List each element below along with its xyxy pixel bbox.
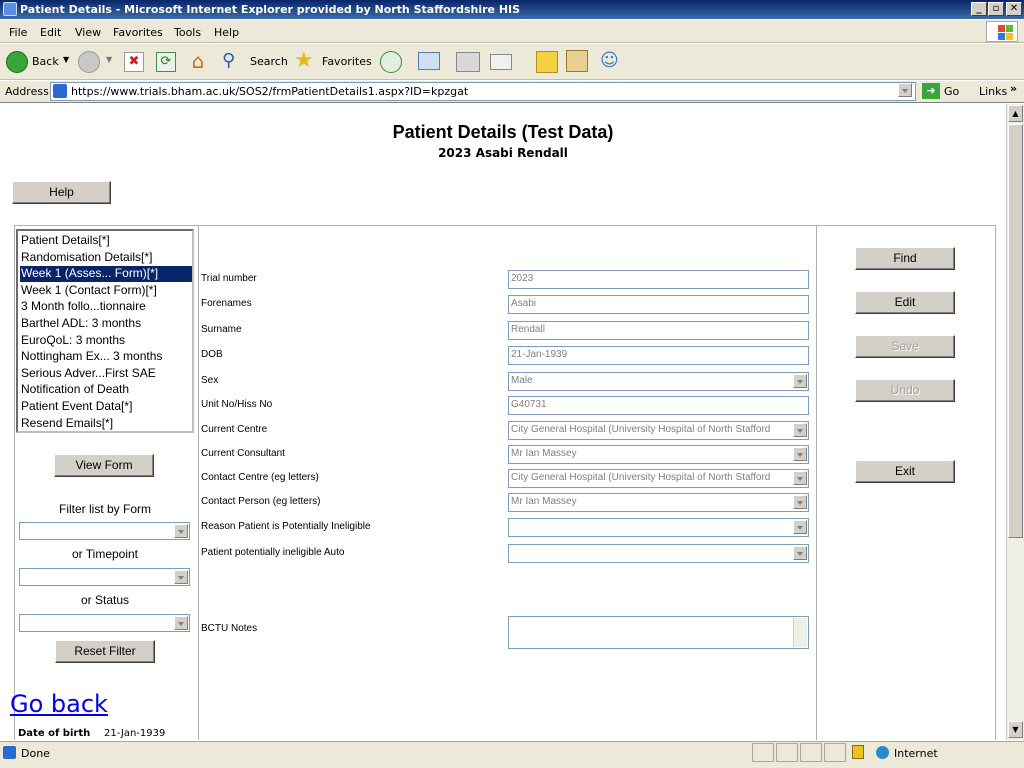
maximize-icon[interactable]: ▫ (988, 2, 1004, 16)
field-select[interactable] (508, 421, 809, 440)
form-list-item[interactable]: EuroQoL: 3 months (21, 332, 126, 347)
minimize-icon[interactable]: _ (971, 2, 987, 16)
undo-button[interactable]: Undo (855, 379, 955, 402)
filter-status-label: or Status (80, 593, 130, 607)
status-panel (752, 743, 774, 762)
field-label: BCTU Notes (201, 623, 258, 634)
form-list-item[interactable]: 3 Month follo...tionnaire (21, 299, 146, 314)
field-value: Mr Ian Massey (511, 448, 577, 459)
address-url: https://www.trials.bham.ac.uk/SOS2/frmPatientDetails1.aspx?ID=kpzgat (71, 85, 469, 98)
menu-favorites[interactable]: Favorites (113, 26, 163, 39)
notes-textarea[interactable] (508, 616, 809, 649)
field-select[interactable] (508, 469, 809, 488)
edit-button[interactable]: Edit (855, 291, 955, 314)
links-label[interactable]: Links (979, 85, 1008, 98)
dob-label: Date of birth (18, 728, 91, 739)
field-label: Sex (201, 375, 219, 386)
filter-form-select[interactable] (19, 522, 190, 540)
view-form-button[interactable]: View Form (54, 454, 154, 477)
menu-view[interactable]: View (75, 26, 102, 39)
status-panel (824, 743, 846, 762)
field-input[interactable] (508, 270, 809, 289)
chevron-down-icon[interactable] (793, 374, 807, 388)
messenger-icon[interactable]: ☺ (600, 50, 619, 71)
save-button[interactable]: Save (855, 335, 955, 358)
forward-arrow-icon[interactable] (78, 51, 100, 73)
field-input[interactable] (508, 346, 809, 365)
favorites-star-icon[interactable]: ★ (294, 48, 314, 73)
page-status-icon (3, 746, 16, 759)
field-value: Mr Ian Massey (511, 496, 577, 507)
form-list-item[interactable]: Nottingham Ex... 3 months (21, 349, 163, 364)
form-list-item[interactable]: Barthel ADL: 3 months (21, 316, 142, 330)
field-select[interactable] (508, 372, 809, 391)
menu-help[interactable]: Help (214, 26, 240, 39)
chevron-down-icon[interactable] (793, 520, 807, 534)
status-panel (800, 743, 822, 762)
field-value: Rendall (511, 324, 545, 335)
status-text: Done (21, 747, 50, 760)
go-button-label[interactable]: Go (944, 85, 960, 98)
chevron-down-icon[interactable] (793, 546, 807, 560)
find-button[interactable]: Find (855, 247, 955, 270)
field-value: City General Hospital (University Hospital of North Stafford (511, 472, 771, 483)
chevron-down-icon[interactable] (793, 447, 807, 461)
form-list-item[interactable]: Patient Details[*] (21, 233, 110, 247)
dob-value: 21-Jan-1939 (104, 728, 166, 739)
field-label: Trial number (201, 273, 257, 284)
field-select[interactable] (508, 445, 809, 464)
close-icon[interactable]: ✕ (1006, 2, 1022, 16)
discuss-icon[interactable] (536, 51, 558, 73)
page-title: Patient Details (Test Data) (392, 122, 614, 142)
form-list-item[interactable]: Resend Emails[*] (21, 415, 114, 430)
refresh-icon[interactable]: ⟳ (156, 52, 176, 72)
go-arrow-icon[interactable]: ➔ (922, 83, 940, 99)
toolbar (0, 44, 1024, 80)
divider (816, 226, 817, 740)
chevron-down-icon[interactable] (793, 423, 807, 437)
research-icon[interactable] (566, 50, 588, 72)
globe-icon (876, 746, 889, 759)
field-input[interactable] (508, 396, 809, 415)
form-list-item[interactable]: Serious Adver...First SAE (21, 365, 156, 380)
back-button-label[interactable]: Back (32, 55, 59, 68)
edit-page-icon[interactable] (490, 54, 512, 70)
status-bar (0, 741, 1024, 768)
form-list-item[interactable]: Week 1 (Contact Form)[*] (21, 282, 157, 297)
scroll-thumb[interactable] (1008, 124, 1023, 538)
field-label: Patient potentially ineligible Auto (201, 547, 345, 558)
search-icon[interactable]: ⚲ (222, 50, 236, 71)
window-title-bar (0, 0, 1024, 19)
filter-timepoint-label: or Timepoint (71, 547, 139, 561)
field-value: 2023 (511, 273, 534, 284)
form-list-item[interactable]: Randomisation Details[*] (21, 249, 153, 264)
print-icon[interactable] (456, 52, 480, 72)
field-value: City General Hospital (University Hospital of North Stafford (511, 424, 771, 435)
stop-icon[interactable]: ✖ (124, 52, 144, 72)
page-icon (53, 84, 67, 98)
status-panel (776, 743, 798, 762)
zone-label: Internet (894, 747, 938, 760)
field-input[interactable] (508, 321, 809, 340)
field-label: Contact Centre (eg letters) (201, 472, 319, 483)
field-label: Current Consultant (201, 448, 285, 459)
window-title: Patient Details - Microsoft Internet Explorer provided by North Staffordshire HIS (20, 3, 521, 16)
ie-app-icon (3, 2, 17, 16)
field-label: Unit No/Hiss No (201, 399, 273, 410)
field-value: G40731 (511, 399, 547, 410)
field-label: DOB (201, 349, 223, 360)
scroll-down-icon[interactable]: ▼ (1008, 721, 1023, 738)
filter-timepoint-select[interactable] (19, 568, 190, 586)
filter-status-select[interactable] (19, 614, 190, 632)
form-list-item[interactable]: Notification of Death (21, 382, 130, 397)
exit-button[interactable]: Exit (855, 460, 955, 483)
reset-filter-button[interactable]: Reset Filter (55, 640, 155, 663)
field-select[interactable] (508, 493, 809, 512)
page-content (0, 104, 1006, 740)
divider (198, 226, 199, 740)
page-subtitle: 2023 Asabi Rendall (438, 146, 568, 160)
field-select[interactable] (508, 544, 809, 563)
menu-tools[interactable]: Tools (174, 26, 202, 39)
address-input[interactable] (50, 82, 916, 101)
mail-icon[interactable] (418, 52, 440, 70)
forward-dropdown-icon[interactable]: ▼ (106, 55, 113, 64)
field-label: Reason Patient is Potentially Ineligible (201, 521, 371, 532)
field-value: 21-Jan-1939 (511, 349, 568, 360)
field-select[interactable] (508, 518, 809, 537)
field-label: Contact Person (eg letters) (201, 496, 321, 507)
field-value: Male (511, 375, 533, 386)
textarea-scrollbar[interactable] (793, 618, 807, 647)
chevron-down-icon[interactable] (793, 471, 807, 485)
chevron-down-icon[interactable] (793, 495, 807, 509)
home-icon[interactable]: ⌂ (191, 49, 205, 73)
address-dropdown[interactable] (898, 83, 914, 99)
form-list-item[interactable]: Patient Event Data[*] (21, 399, 133, 413)
field-input[interactable] (508, 295, 809, 314)
search-button-label[interactable]: Search (250, 55, 288, 68)
address-label: Address (5, 85, 49, 98)
form-listbox[interactable] (16, 229, 194, 433)
back-dropdown-icon[interactable]: ▼ (63, 55, 70, 64)
history-icon[interactable] (380, 51, 402, 73)
favorites-button-label[interactable]: Favorites (322, 55, 372, 68)
field-label: Forenames (201, 298, 252, 309)
field-label: Surname (201, 324, 242, 335)
links-chevron-icon[interactable]: » (1010, 82, 1018, 95)
filter-form-label: Filter list by Form (58, 502, 151, 516)
help-button[interactable]: Help (12, 181, 111, 204)
field-value: Asabi (511, 298, 537, 309)
menu-edit[interactable]: Edit (40, 26, 62, 39)
field-label: Current Centre (201, 424, 268, 435)
windows-logo-icon (986, 21, 1018, 42)
page-scrollbar[interactable] (1006, 104, 1024, 740)
scroll-up-icon[interactable]: ▲ (1008, 105, 1023, 122)
menu-file[interactable]: File (9, 26, 28, 39)
back-arrow-icon[interactable] (6, 51, 28, 73)
lock-icon (852, 745, 864, 759)
go-back-link[interactable]: Go back (10, 690, 108, 718)
form-list-item[interactable]: Week 1 (Asses... Form)[*] (20, 266, 192, 282)
